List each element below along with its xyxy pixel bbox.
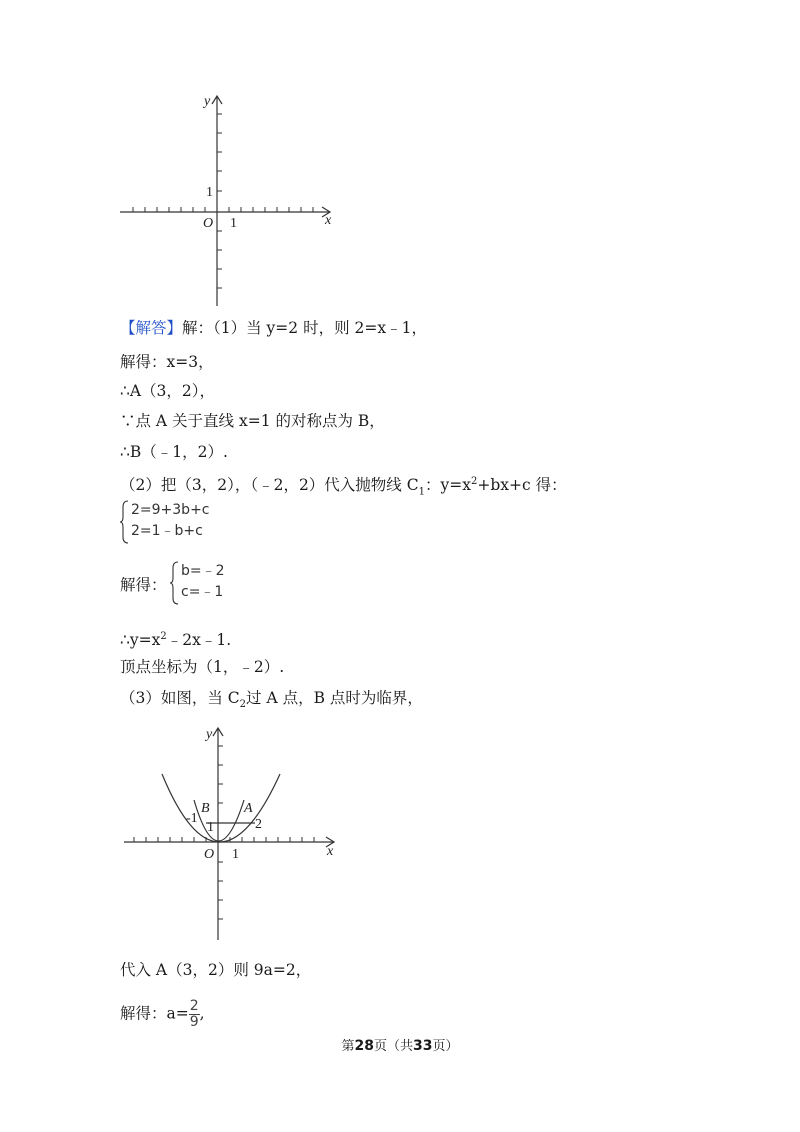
left-brace (120, 500, 130, 544)
answer-line-4: ∵点 A 关于直线 x=1 的对称点为 B， (120, 412, 385, 430)
y-axis-label: y (204, 94, 211, 109)
numerator: 2 (189, 998, 199, 1014)
text: 页） (432, 1039, 459, 1054)
answer-line-2: 解得：x=3， (120, 353, 214, 371)
superscript: 2 (470, 476, 478, 487)
point-a-label: A (244, 801, 253, 816)
answer-line-11 (120, 999, 205, 1030)
y-ticks (218, 746, 223, 919)
equation-row-2: 2=1﹣b+c (131, 523, 203, 539)
superscript: 2 (160, 631, 167, 642)
text: 第 (341, 1039, 355, 1054)
text: ：y=x (424, 476, 471, 495)
page-footer (0, 1035, 800, 1054)
answer-line-9 (120, 688, 423, 715)
answer-line-3: ∴A（3，2）， (120, 382, 216, 400)
equation-row-1: 2=9+3b+c (131, 502, 210, 518)
subscript: 2 (239, 699, 247, 711)
x-tick-label-1: 1 (230, 216, 237, 231)
text: ﹣2x﹣1. (166, 631, 232, 650)
text: 过 A 点，B 点时为临界， (246, 689, 423, 707)
y-tick-label-1: 1 (206, 185, 213, 200)
y-ticks (217, 114, 222, 288)
y-tick-label-1: 1 (207, 820, 214, 835)
subscript: 1 (418, 486, 425, 498)
origin-label: O (203, 216, 214, 231)
total-pages: 33 (413, 1038, 433, 1054)
denominator: 9 (189, 1014, 199, 1030)
answer-line-10: 代入 A（3，2）则 9a=2， (120, 961, 312, 979)
label-neg-1: -1 (186, 811, 198, 826)
text: ∴y=x (120, 631, 161, 650)
fraction-two-ninths (189, 999, 200, 1030)
text: （3）如图，当 C (120, 689, 240, 707)
x-axis-label: x (327, 844, 334, 859)
x-ticks (133, 207, 313, 212)
solution-row-b: b=﹣2 (181, 563, 225, 579)
answer-line-8: 顶点坐标为（1，﹣2）. (120, 658, 285, 676)
text: +bx+c 得： (477, 476, 567, 495)
equation-system-1 (120, 500, 210, 542)
parabola-graph-2 (120, 722, 345, 944)
text: , (199, 1004, 205, 1023)
answer-line-5: ∴B（﹣1，2）. (120, 443, 228, 461)
point-b-label: B (201, 801, 210, 816)
answer-line-7 (120, 627, 231, 650)
solution-row-c: c=﹣1 (181, 584, 224, 600)
text: 页（共 (373, 1039, 413, 1054)
text: 解得：a= (120, 1004, 189, 1023)
solution-label: 解得： (120, 576, 167, 594)
origin-label: O (204, 847, 215, 862)
coordinate-graph-1 (115, 88, 340, 308)
answer-line-1 (120, 318, 427, 338)
y-axis-label: y (206, 727, 213, 742)
x-axis-label: x (325, 213, 332, 228)
answer-text-1: 解：（1）当 y=2 时，则 2=x﹣1， (182, 319, 427, 337)
answer-line-6 (120, 472, 567, 502)
x-tick-label-1: 1 (232, 847, 239, 862)
equation-system-2 (170, 561, 225, 603)
left-brace (170, 561, 180, 605)
label-2: 2 (255, 817, 262, 832)
answer-tag: 【解答】 (120, 319, 183, 337)
page-number: 28 (354, 1038, 374, 1054)
text: （2）把（3，2），（﹣2，2）代入抛物线 C (120, 476, 419, 495)
